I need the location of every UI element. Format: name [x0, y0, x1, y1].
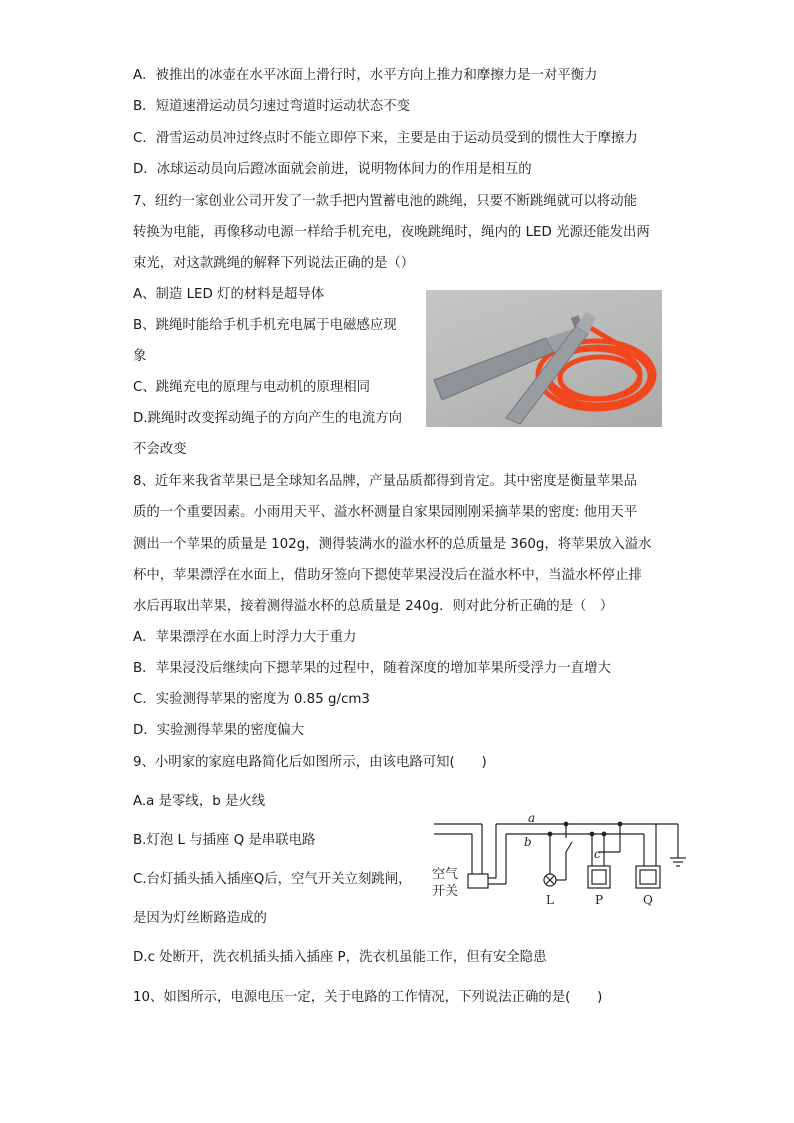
- q7-option-b: B、跳绳时能给手机手机充电属于电磁感应现: [133, 318, 397, 333]
- q7-option-c: C、跳绳充电的原理与电动机的原理相同: [133, 380, 370, 395]
- q9-option-c: C.台灯插头插入插座Q后，空气开关立刻跳闸，: [133, 872, 412, 887]
- q6-option-d: D．冰球运动员向后蹬冰面就会前进，说明物体间力的作用是相互的: [133, 162, 532, 177]
- q7-option-d-cont: 不会改变: [133, 442, 187, 457]
- q8-option-b: B．苹果浸没后继续向下摁苹果的过程中，随着深度的增加苹果所受浮力一直增大: [133, 661, 611, 676]
- label-L: L: [546, 893, 554, 907]
- q6-option-a: A．被推出的冰壶在水平冰面上滑行时，水平方向上推力和摩擦力是一对平衡力: [133, 68, 598, 83]
- air-switch-label-1: 空气: [432, 867, 459, 882]
- q8-stem-line-2: 质的一个重要因素。小雨用天平、溢水杯测量自家果园刚刚采摘苹果的密度: 他用天平: [133, 505, 638, 520]
- q8-option-a: A．苹果漂浮在水面上时浮力大于重力: [133, 630, 357, 645]
- q6-option-b: B．短道速滑运动员匀速过弯道时运动状态不变: [133, 99, 410, 114]
- q7-stem-line-2: 转换为电能，再像移动电源一样给手机充电，夜晚跳绳时，绳内的 LED 光源还能发出两: [133, 225, 650, 240]
- label-Q: Q: [643, 893, 653, 907]
- jump-rope-photo: [426, 290, 662, 427]
- q7-option-b-cont: 象: [133, 349, 147, 364]
- label-a: a: [528, 812, 536, 825]
- q8-option-d: D．实验测得苹果的密度偏大: [133, 723, 304, 738]
- label-c: c: [594, 847, 601, 861]
- q10-stem: 10、如图所示，电源电压一定，关于电路的工作情况，下列说法正确的是( ): [133, 990, 603, 1005]
- q8-stem-line-5: 水后再取出苹果，接着测得溢水杯的总质量是 240g．则对此分析正确的是（ ）: [133, 599, 614, 614]
- q9-option-d: D.c 处断开，洗衣机插头插入插座 P，洗衣机虽能工作，但有安全隐患: [133, 950, 547, 965]
- q7-option-a: A、制造 LED 灯的材料是超导体: [133, 287, 325, 302]
- q8-stem-line-3: 测出一个苹果的质量是 102g，测得装满水的溢水杯的总质量是 360g，将苹果放入溢水: [133, 537, 652, 552]
- q9-option-a: A.a 是零线，b 是火线: [133, 794, 266, 809]
- q8-option-c: C．实验测得苹果的密度为 0.85 g/cm3: [133, 692, 370, 707]
- air-switch-label-2: 开关: [432, 884, 459, 899]
- q7-stem-line-1: 7、纽约一家创业公司开发了一款手把内置蓄电池的跳绳，只要不断跳绳就可以将动能: [133, 194, 637, 209]
- home-circuit-diagram: [430, 812, 692, 908]
- q9-option-c-cont: 是因为灯丝断路造成的: [133, 911, 267, 926]
- q9-option-b: B.灯泡 L 与插座 Q 是串联电路: [133, 833, 316, 848]
- q9-stem: 9、小明家的家庭电路简化后如图所示，由该电路可知( ): [133, 755, 487, 770]
- label-b: b: [524, 835, 532, 849]
- q7-option-d: D.跳绳时改变挥动绳子的方向产生的电流方向: [133, 411, 402, 426]
- label-P: P: [595, 893, 604, 907]
- q6-option-c: C．滑雪运动员冲过终点时不能立即停下来，主要是由于运动员受到的惯性大于摩擦力: [133, 131, 638, 146]
- q8-stem-line-1: 8、近年来我省苹果已是全球知名品牌，产量品质都得到肯定。其中密度是衡量苹果品: [133, 474, 637, 489]
- q8-stem-line-4: 杯中，苹果漂浮在水面上，借助牙签向下摁使苹果浸没后在溢水杯中，当溢水杯停止排: [133, 568, 642, 583]
- q7-stem-line-3: 束光，对这款跳绳的解释下列说法正确的是（）: [133, 256, 415, 271]
